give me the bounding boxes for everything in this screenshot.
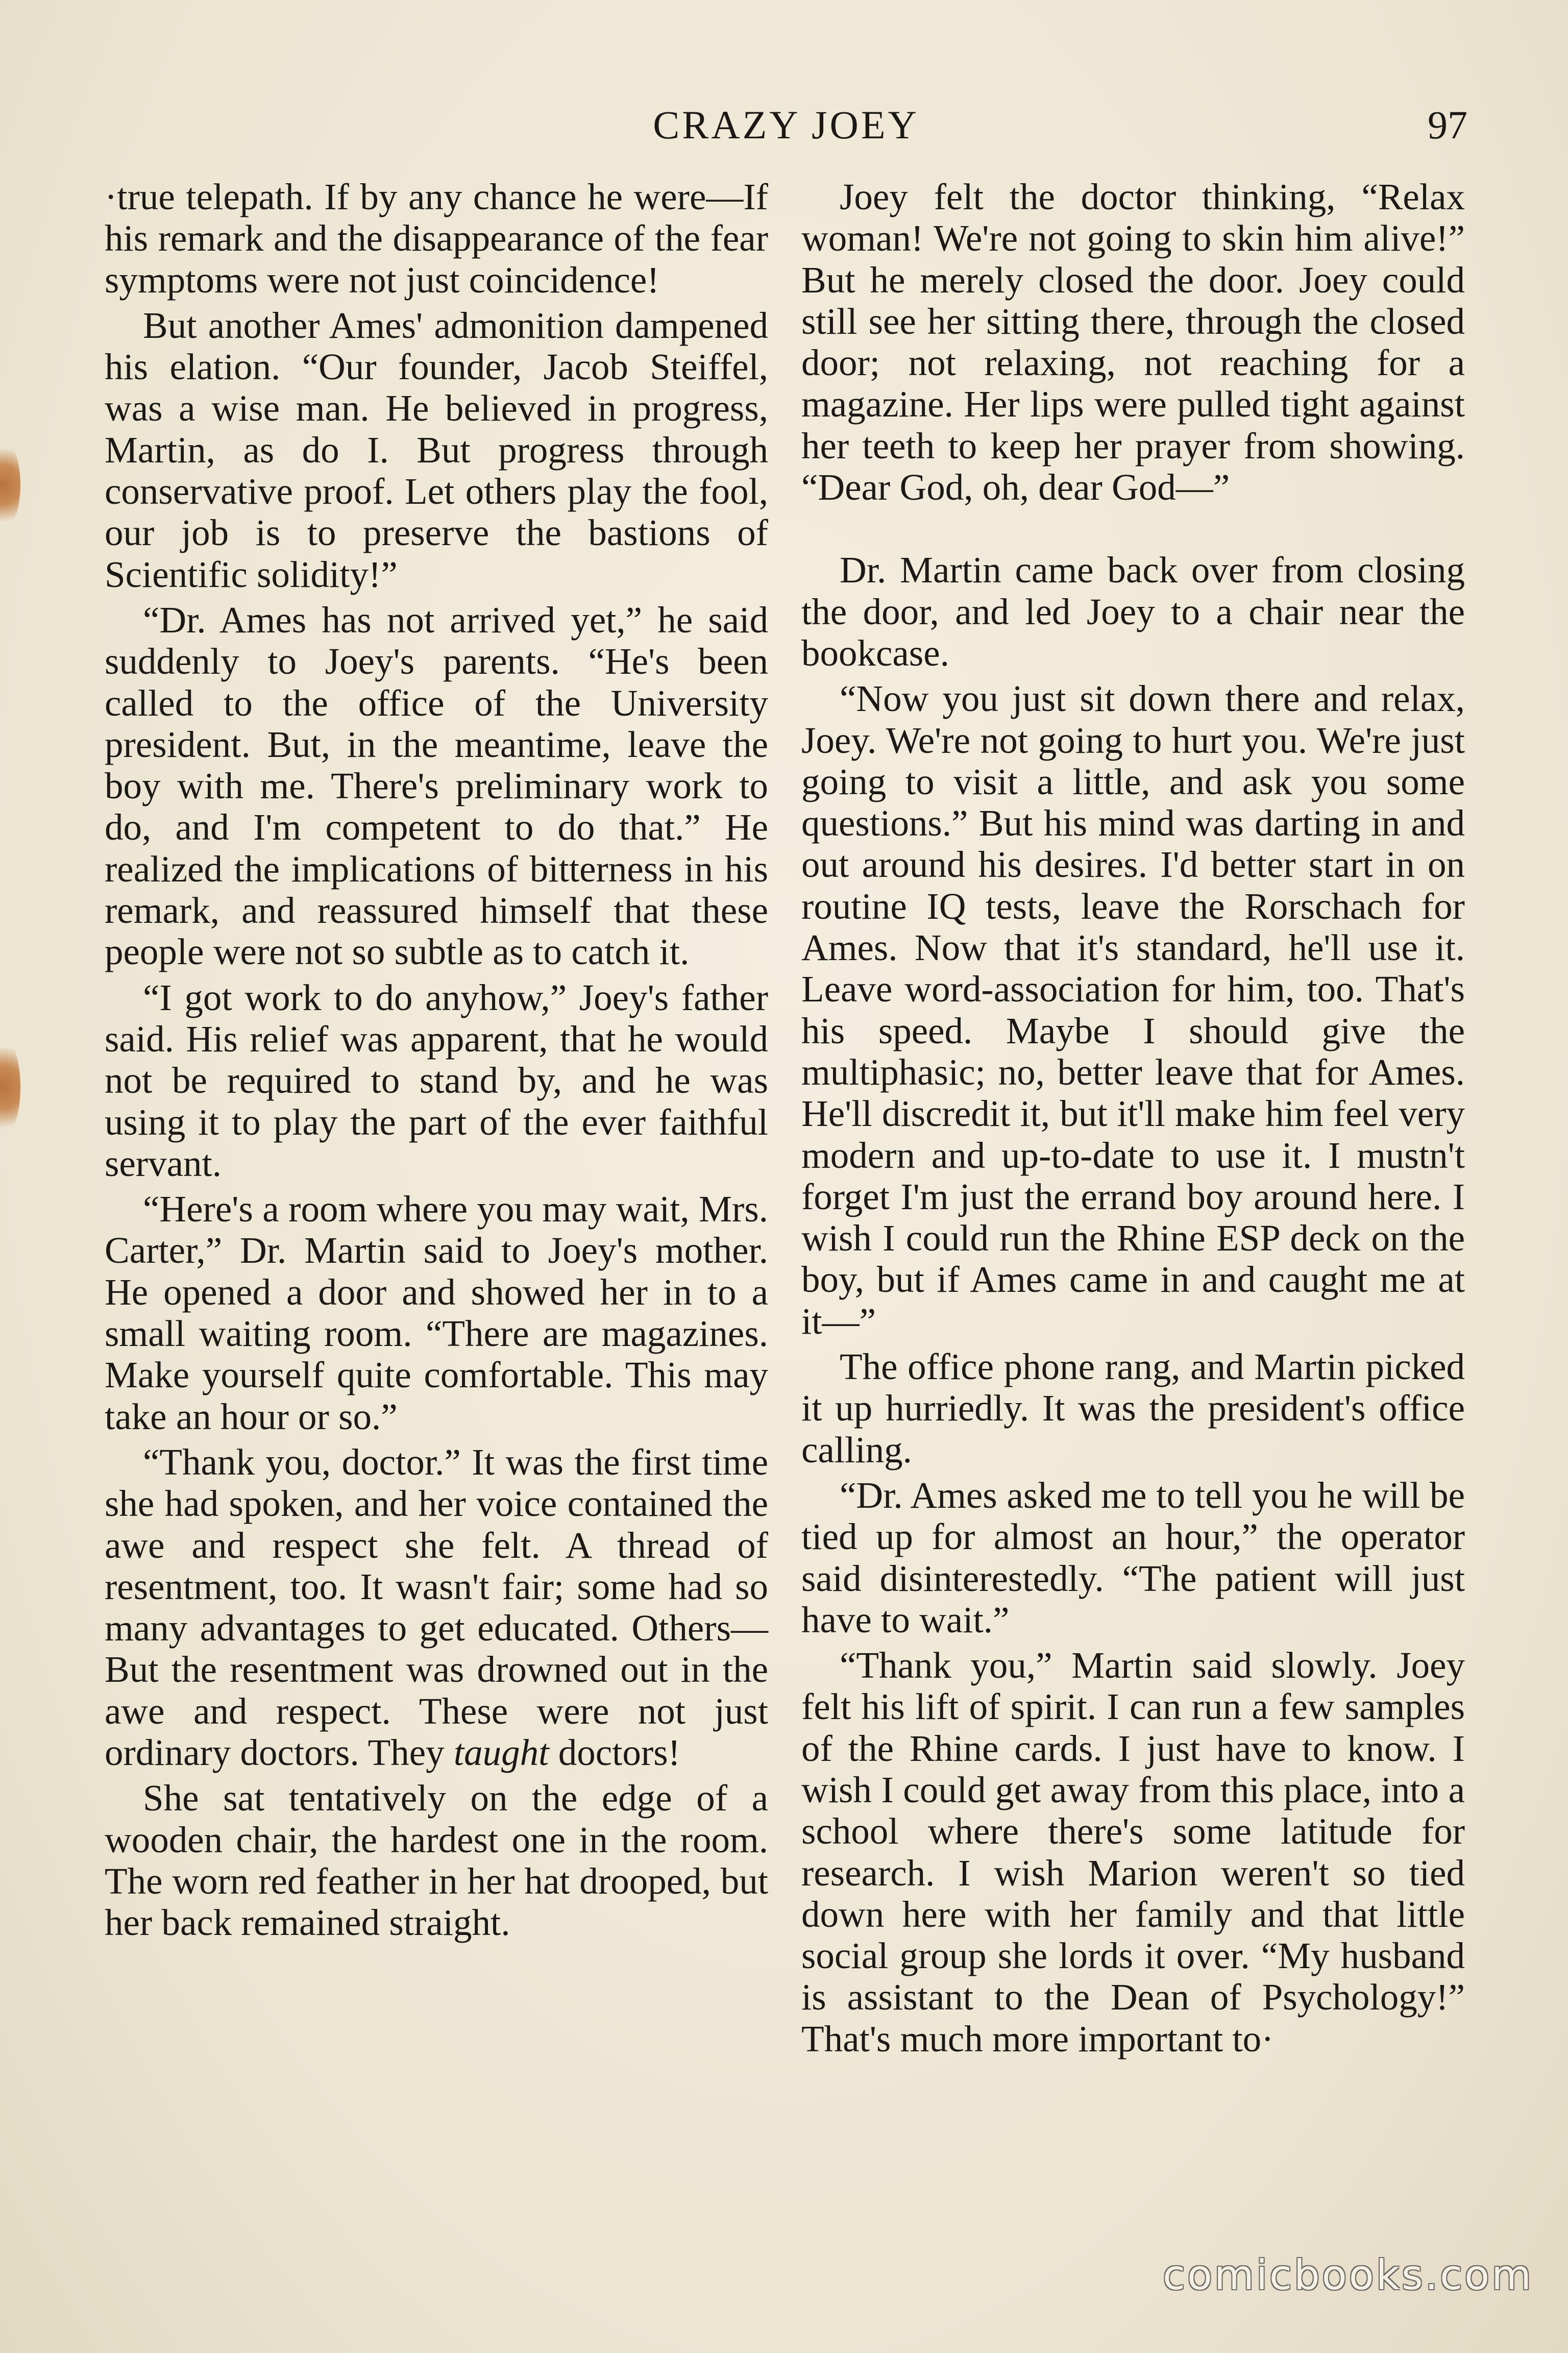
paragraph-text: “Thank you, doctor.” It was the first time she had spoken, and her voice contained the awe and respect she felt. A thread of resentment, too. It wasn't fair; some had so many advantages to get educated. Others— But the resentment was drowned out in the awe and respect. These were not just ordinary doctors. They [105, 1441, 768, 1773]
paragraph: “I got work to do anyhow,” Joey's father said. His relief was apparent, that he would not be required to stand by, and he was using it to play the part of the ever faithful servant. [105, 976, 768, 1184]
right-column [801, 176, 1465, 2064]
paragraph: “Dr. Ames has not arrived yet,” he said suddenly to Joey's parents. “He's been called to the office of the University president. But, in the meantime, leave the boy with me. There's preliminary work to do, and I'm competent to do that.” He realized the implications of bitterness in his remark, and reassured himself that these people were not so subtle as to catch it. [105, 599, 768, 973]
paragraph: “Here's a room where you may wait, Mrs. Carter,” Dr. Martin said to Joey's mother. He opened a door and showed her in to a small waiting room. “There are magazines. Make yourself quite comfortable. This may take an hour or so.” [105, 1188, 768, 1437]
running-header [105, 97, 1467, 153]
paragraph-tail: doctors! [549, 1731, 680, 1773]
paragraph: She sat tentatively on the edge of a wooden chair, the hardest one in the room. The worn red feather in her hat drooped, but her back remained straight. [105, 1777, 768, 1944]
paragraph: “Now you just sit down there and relax, Joey. We're not going to hurt you. We're just going to visit a little, and ask you some questions.” But his mind was darting in and out around his desires. I'd better start in on routine IQ tests, leave the Rorschach for Ames. Now that it's standard, he'll use it. Leave word-association for him, too. That's his speed. Maybe I should give the multiphasic; no, better leave that for Ames. He'll discredit it, but it'll make him feel very modern and up-to-date to use it. I mustn't forget I'm just the errand boy around here. I wish I could run the Rhine ESP deck on the boy, but if Ames came in and caught me at it—” [801, 678, 1465, 1342]
page-number: 97 [1428, 103, 1467, 147]
paragraph: But another Ames' admonition dampened his elation. “Our founder, Jacob Steiffel, was a wise man. He believed in progress, Martin, as do I. But progress through conservative proof. Let others play the fool, our job is to preserve the bastions of Scientific solidity!” [105, 304, 768, 595]
paragraph: Dr. Martin came back over from closing the door, and led Joey to a chair near the bookcase. [801, 549, 1465, 674]
watermark: comicbooks.com [1162, 2251, 1533, 2299]
left-column [105, 176, 768, 1947]
paragraph-with-emphasis [105, 1441, 768, 1773]
running-title: CRAZY JOEY [653, 103, 919, 147]
page-stain-top [0, 439, 20, 531]
page-stain-bottom [0, 1036, 20, 1138]
paragraph: The office phone rang, and Martin picked it up hurriedly. It was the president's office calling. [801, 1346, 1465, 1470]
paragraph: Joey felt the doctor thinking, “Relax woman! We're not going to skin him alive!” But he merely closed the door. Joey could still see her sitting there, through the closed door; not relaxing, not reaching for a magazine. Her lips were pulled tight against her teeth to keep her prayer from showing. “Dear God, oh, dear God—” [801, 176, 1465, 508]
paragraph: ·true telepath. If by any chance he were—If his remark and the disappearance of the fear symptoms were not just coincidence! [105, 176, 768, 301]
emphasis-word: taught [453, 1731, 549, 1773]
paragraph: “Dr. Ames asked me to tell you he will be tied up for almost an hour,” the operator said disinterestedly. “The patient will just have to wait.” [801, 1474, 1465, 1640]
paragraph: “Thank you,” Martin said slowly. Joey felt his lift of spirit. I can run a few samples of the Rhine cards. I just have to know. I wish I could get away from this place, into a school where there's some latitude for research. I wish Marion weren't so tied down here with her family and that little social group she lords it over. “My husband is assistant to the Dean of Psychology!” That's much more important to· [801, 1645, 1465, 2060]
